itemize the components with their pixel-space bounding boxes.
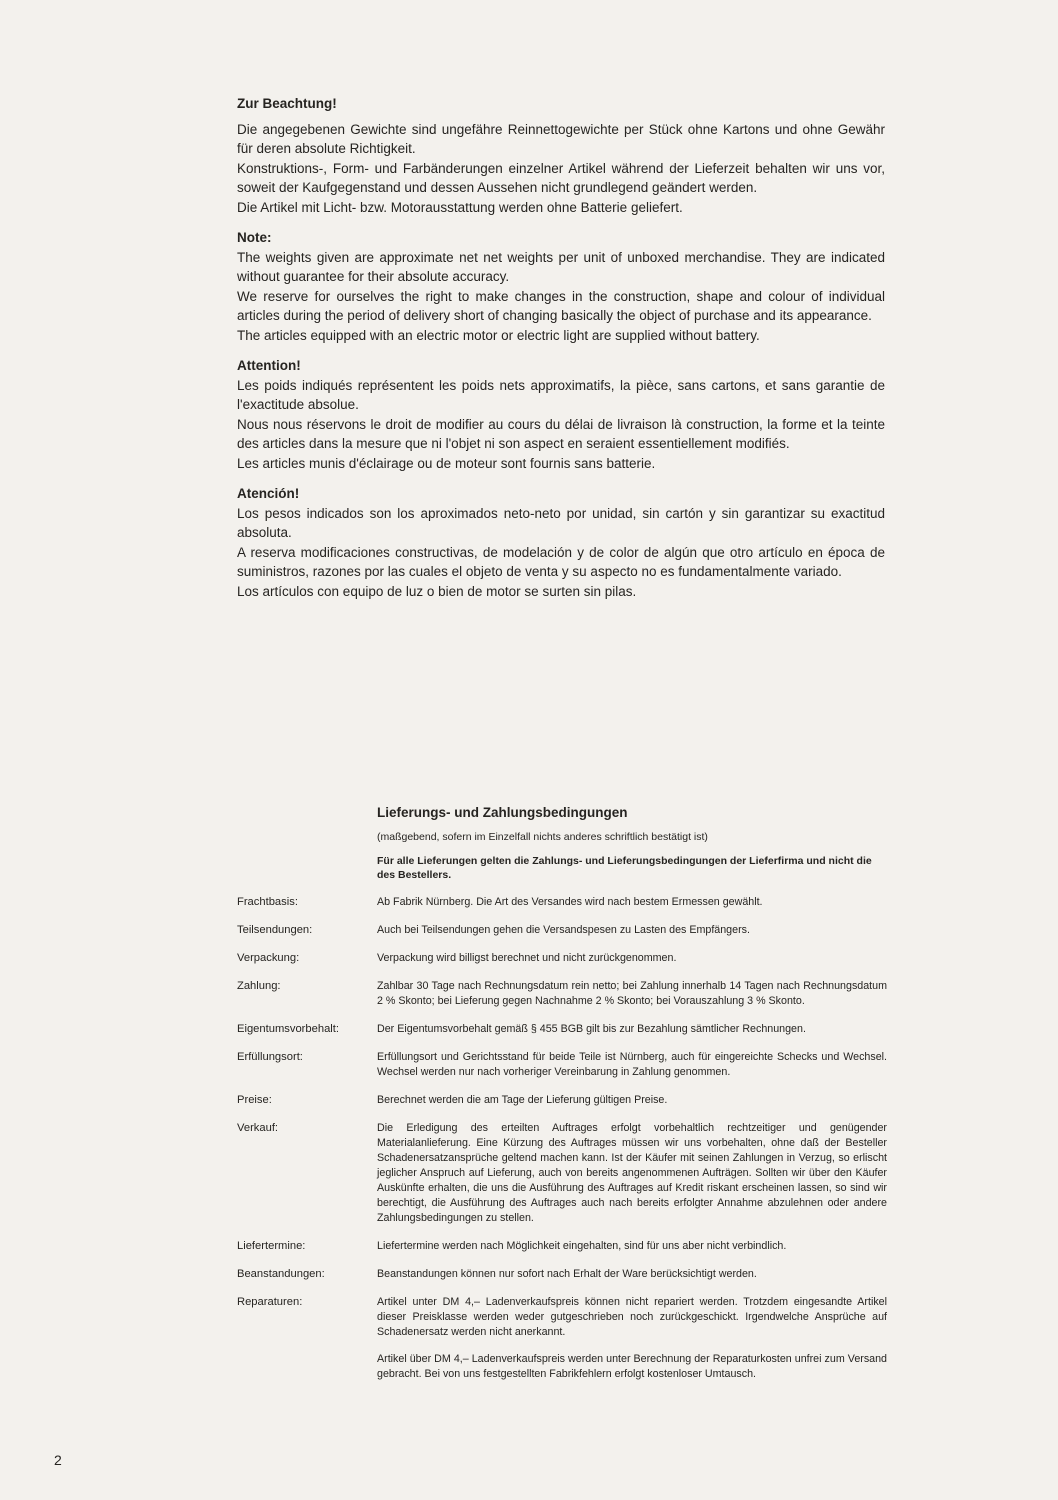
- terms-row-label: Reparaturen:: [237, 1296, 303, 1308]
- terms-row-label: Liefertermine:: [237, 1240, 306, 1252]
- terms-row: [237, 1239, 887, 1254]
- terms-row-label: Verkauf:: [237, 1122, 279, 1134]
- terms-row-label: Beanstandungen:: [237, 1268, 325, 1280]
- terms-row: [237, 1022, 887, 1037]
- terms-row-paragraph: Erfüllungsort und Gerichtsstand für beide Teile ist Nürnberg, auch für eingereichte Schecks und Wechsel. Wechsel werden nur nach vorheriger Vereinbarung in Zahlung genommen.: [377, 1051, 887, 1078]
- note-block: [237, 94, 885, 217]
- terms-row-text: [377, 923, 887, 938]
- terms-row-label: Frachtbasis:: [237, 896, 298, 908]
- terms-row: [237, 979, 887, 1009]
- terms-row-paragraph: Berechnet werden die am Tage der Lieferung gültigen Preise.: [377, 1094, 668, 1106]
- terms-row-paragraph: Artikel unter DM 4,– Ladenverkaufspreis können nicht repariert werden. Trotzdem eingesandte Artikel dieser Preisklasse werden weder gutgeschrieben noch zurückgeschickt. Irgendwelche Ansprüche auf Schadenersatz werden nicht anerkannt.: [377, 1296, 887, 1338]
- terms-row: [237, 1093, 887, 1108]
- terms-row-text: [377, 1022, 887, 1037]
- terms-row-paragraph: Auch bei Teilsendungen gehen die Versandspesen zu Lasten des Empfängers.: [377, 924, 750, 936]
- note-paragraph: The weights given are approximate net net weights per unit of unboxed merchandise. They are indicated without guarantee for their absolute accuracy.: [237, 249, 885, 284]
- note-paragraph: The articles equipped with an electric motor or electric light are supplied without battery.: [237, 327, 760, 343]
- terms-row-paragraph: Die Erledigung des erteilten Auftrages erfolgt vorbehaltlich rechtzeitiger und genügender Materialanlieferung. Eine Kürzung des Auftrages müssen wir uns vorbehalten, ohne daß der Besteller Schadenersatzansprüche geltend machen kann. Ist der Käufer mit seinen Zahlungen in Verzug, so erlischt jeglicher Anspruch auf Lieferung, auch von bereits angenommenen Aufträgen. Sollten wir über den Käufer Auskünfte erhalten, die uns die Ausführung des Auftrages auf Kredit riskant erscheinen lassen, so sind wir berechtigt, die Ausführung des Auftrages auch nach bereits erfolgter Annahme abzulehnen oder andere Zahlungsbedingungen zu stellen.: [377, 1122, 887, 1224]
- note-paragraph: Nous nous réservons le droit de modifier au cours du délai de livraison là construction, la forme et la teinte des articles dans la mesure que ni l'objet ni son aspect en seraient essentiellement modifiés.: [237, 416, 885, 451]
- note-paragraph: Los pesos indicados son los aproximados neto-neto por unidad, sin cartón y sin garantizar su exactitud absoluta.: [237, 505, 885, 540]
- terms-row-paragraph: Verpackung wird billigst berechnet und nicht zurückgenommen.: [377, 952, 677, 964]
- note-paragraph: Les poids indiqués représentent les poids nets approximatifs, la pièce, sans cartons, et sans garantie de l'exactitude absolue.: [237, 377, 885, 412]
- note-block: [237, 228, 885, 345]
- terms-row-label: Eigentumsvorbehalt:: [237, 1023, 339, 1035]
- terms-row-label: Verpackung:: [237, 952, 300, 964]
- terms-row-paragraph: Liefertermine werden nach Möglichkeit eingehalten, sind für uns aber nicht verbindlich.: [377, 1240, 787, 1252]
- terms-row-text: [377, 979, 887, 1009]
- terms-row: [237, 923, 887, 938]
- terms-row: [237, 1295, 887, 1382]
- terms-subtitle: (maßgebend, sofern im Einzelfall nichts anderes schriftlich bestätigt ist): [377, 831, 708, 843]
- terms-row-paragraph: Artikel über DM 4,– Ladenverkaufspreis werden unter Berechnung der Reparaturkosten unfrei zum Versand gebracht. Bei von uns festgestellten Fabrikfehlern erfolgt kostenloser Umtausch.: [377, 1353, 887, 1380]
- note-paragraph: Die Artikel mit Licht- bzw. Motorausstattung werden ohne Batterie geliefert.: [237, 199, 683, 215]
- notes-section: [237, 94, 885, 612]
- note-paragraph: Los artículos con equipo de luz o bien de motor se surten sin pilas.: [237, 583, 637, 599]
- terms-row: [237, 951, 887, 966]
- terms-row-paragraph: Der Eigentumsvorbehalt gemäß § 455 BGB gilt bis zur Bezahlung sämtlicher Rechnungen.: [377, 1023, 806, 1035]
- note-title: Attention!: [237, 358, 301, 373]
- terms-title: Lieferungs- und Zahlungsbedingungen: [377, 805, 628, 820]
- terms-section: [237, 804, 887, 1382]
- note-block: [237, 356, 885, 473]
- terms-row: [237, 1267, 887, 1282]
- note-title: Zur Beachtung!: [237, 96, 337, 111]
- note-paragraph: Les articles munis d'éclairage ou de moteur sont fournis sans batterie.: [237, 455, 656, 471]
- terms-row-text: [377, 1295, 887, 1382]
- note-paragraph: We reserve for ourselves the right to make changes in the construction, shape and colour of individual articles during the period of delivery short of changing basically the object of purchase and its appearance.: [237, 288, 885, 323]
- terms-row-paragraph: Zahlbar 30 Tage nach Rechnungsdatum rein netto; bei Zahlung innerhalb 14 Tagen nach Rechnungsdatum 2 % Skonto; bei Lieferung gegen Nachnahme 2 % Skonto; bei Vorauszahlung 3 % Skonto.: [377, 980, 887, 1007]
- terms-row-label: Preise:: [237, 1094, 272, 1106]
- terms-row-paragraph: Ab Fabrik Nürnberg. Die Art des Versandes wird nach bestem Ermessen gewählt.: [377, 896, 763, 908]
- terms-row: [237, 895, 887, 910]
- terms-intro: Für alle Lieferungen gelten die Zahlungs- und Lieferungsbedingungen der Lieferfirma und nicht die des Bestellers.: [377, 855, 872, 881]
- note-title: Note:: [237, 230, 272, 245]
- terms-row-text: [377, 1239, 887, 1254]
- note-paragraph: A reserva modificaciones constructivas, de modelación y de color de algún que otro artículo en época de suministros, razones por las cuales el objeto de venta y su aspecto no es fundamentalmente variado.: [237, 544, 885, 579]
- terms-row-text: [377, 951, 887, 966]
- note-title: Atención!: [237, 486, 300, 501]
- note-paragraph: Die angegebenen Gewichte sind ungefähre Reinnettogewichte per Stück ohne Kartons und ohne Gewähr für deren absolute Richtigkeit.: [237, 121, 885, 156]
- terms-row: [237, 1121, 887, 1226]
- note-paragraph: Konstruktions-, Form- und Farbänderungen einzelner Artikel während der Lieferzeit behalten wir uns vor, soweit der Kaufgegenstand und dessen Aussehen nicht grundlegend geändert werden.: [237, 160, 885, 195]
- terms-row: [237, 1050, 887, 1080]
- terms-row-text: [377, 895, 887, 910]
- note-block: [237, 484, 885, 601]
- terms-row-text: [377, 1050, 887, 1080]
- terms-row-label: Zahlung:: [237, 980, 281, 992]
- terms-row-label: Erfüllungsort:: [237, 1051, 303, 1063]
- page-number: 2: [54, 1452, 62, 1468]
- terms-rows: [237, 895, 887, 1382]
- terms-row-text: [377, 1121, 887, 1226]
- terms-row-paragraph: Beanstandungen können nur sofort nach Erhalt der Ware berücksichtigt werden.: [377, 1268, 757, 1280]
- terms-row-text: [377, 1093, 887, 1108]
- terms-row-text: [377, 1267, 887, 1282]
- terms-row-label: Teilsendungen:: [237, 924, 313, 936]
